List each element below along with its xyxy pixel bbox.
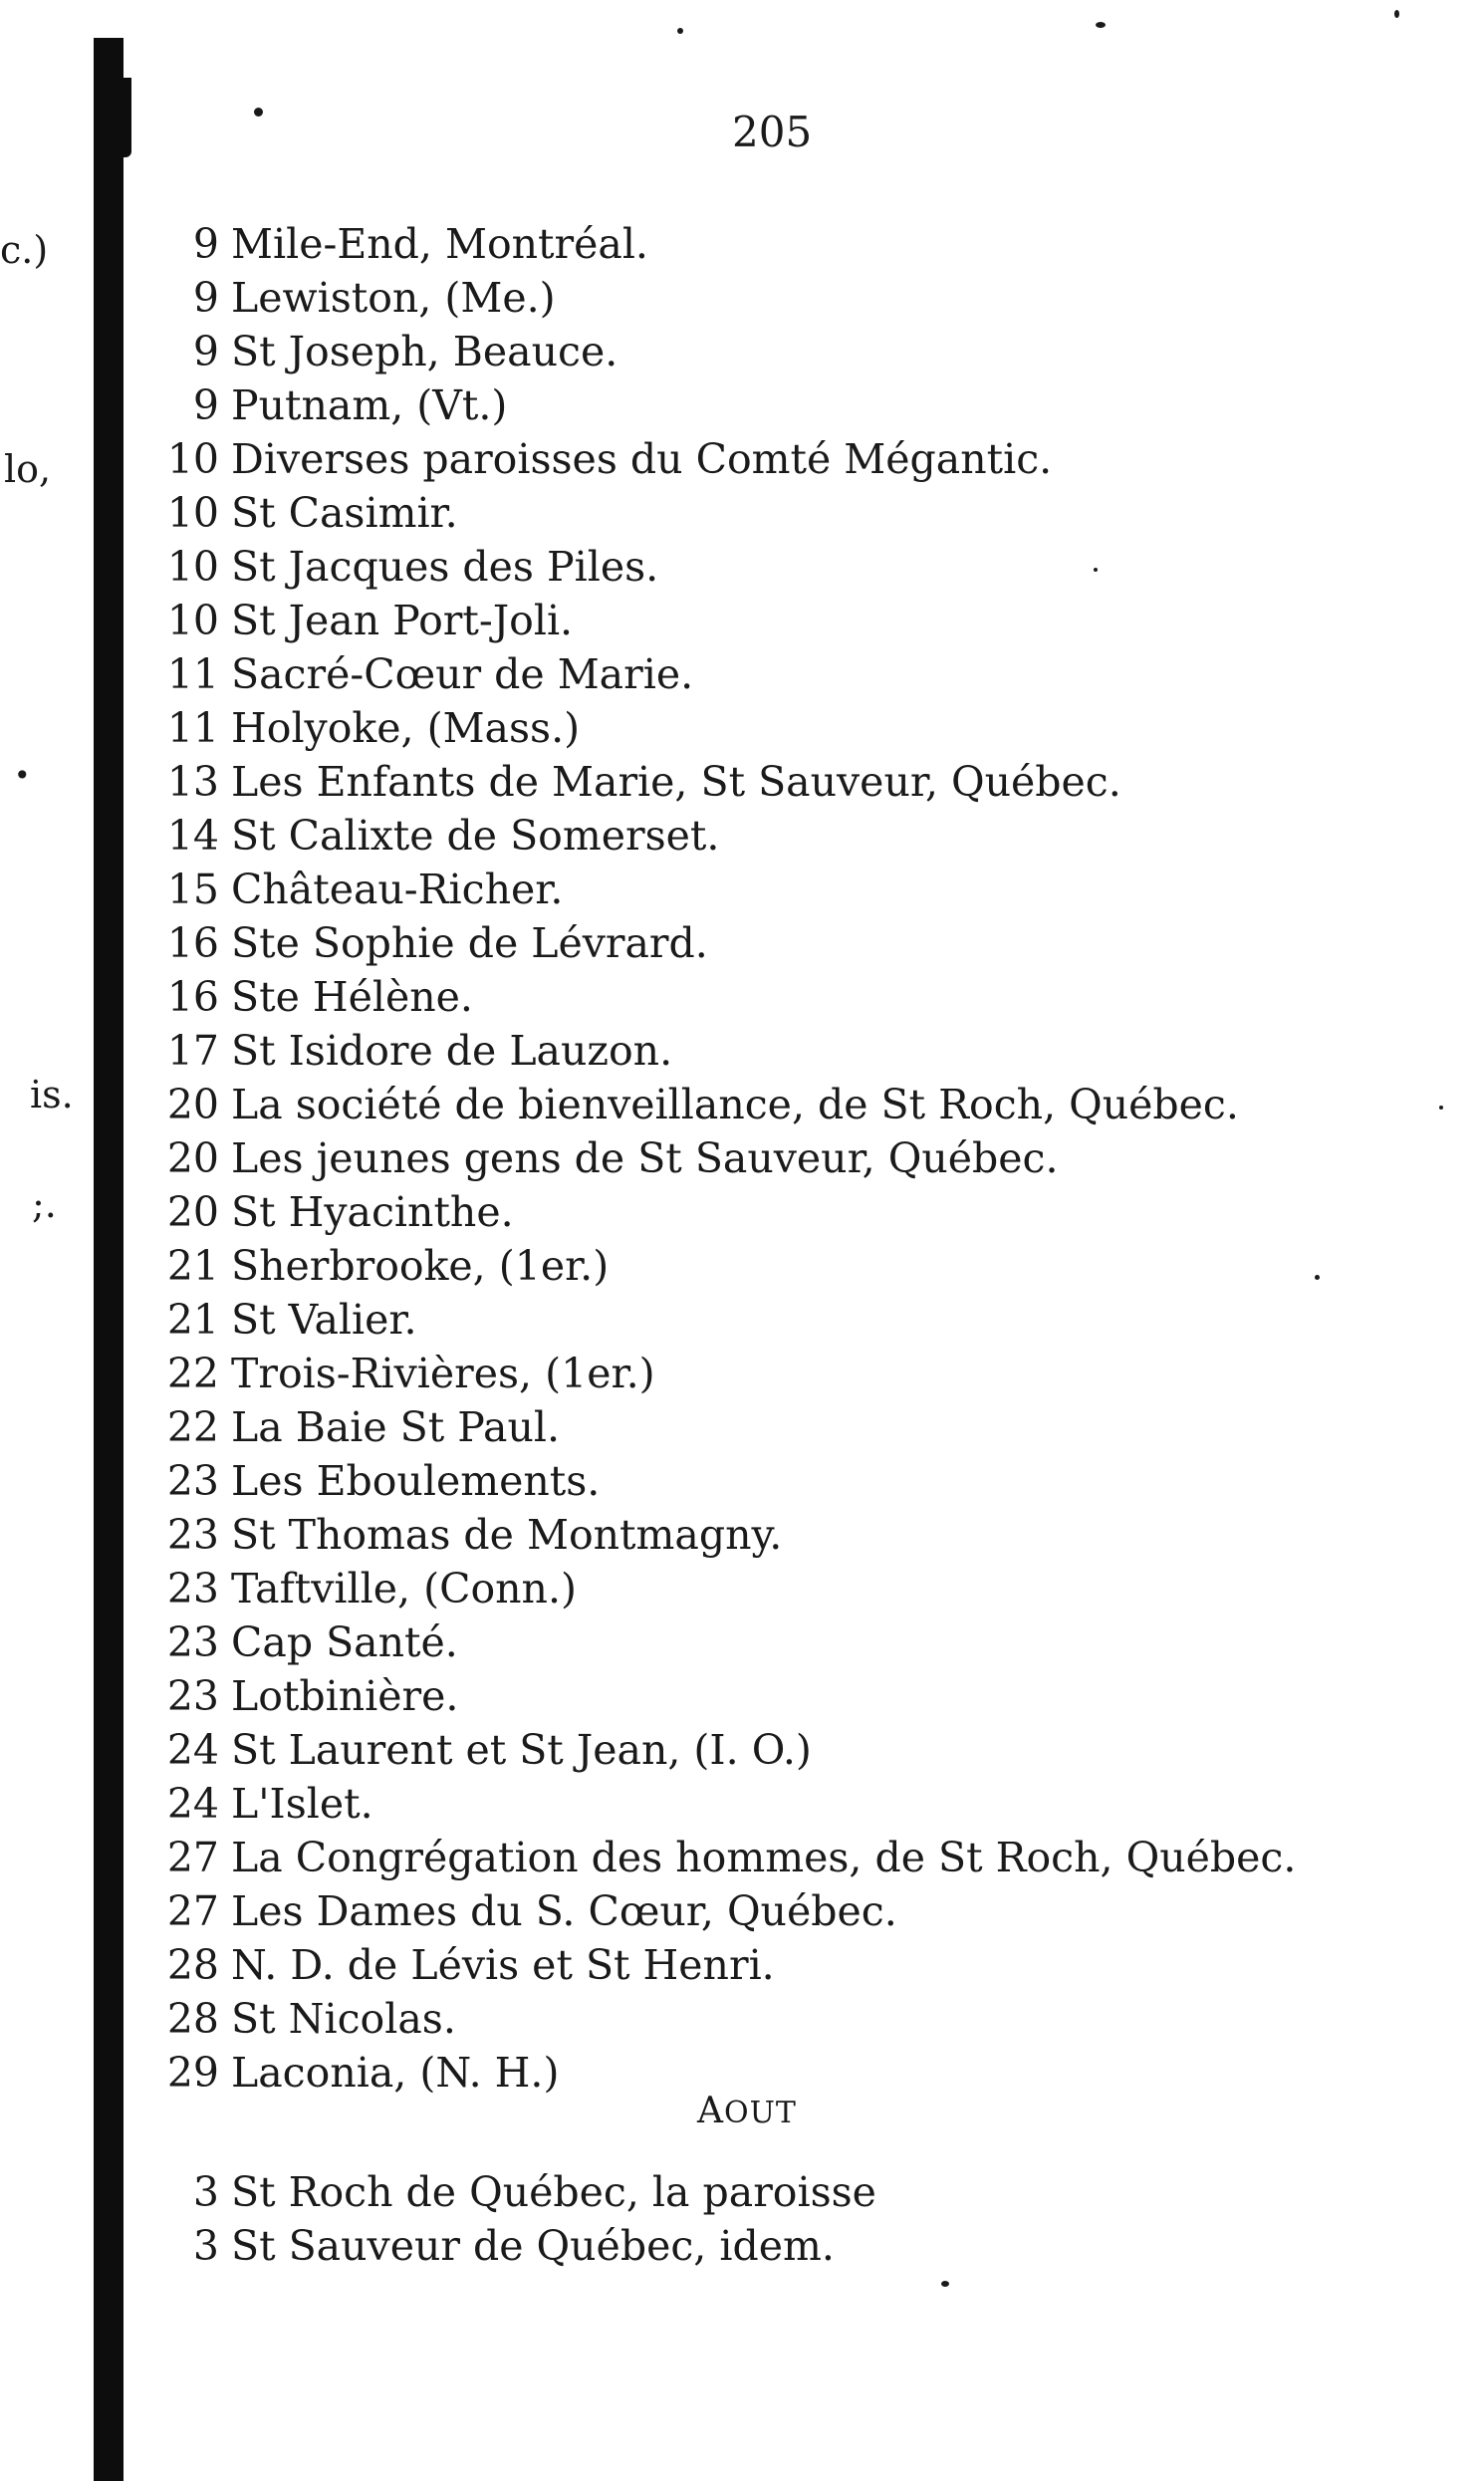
entry-day: 11 — [166, 650, 219, 698]
margin-fragment: c.) — [0, 228, 49, 272]
entry-place: St Laurent et St Jean, (I. O.) — [231, 1726, 812, 1774]
entry-place: St Jean Port-Joli. — [231, 597, 574, 644]
margin-fragment: • — [14, 759, 31, 792]
entry-place: Sherbrooke, (1er.) — [231, 1242, 610, 1290]
calendar-list — [139, 217, 1464, 2100]
ink-speck — [1094, 568, 1098, 572]
binding-shadow — [94, 38, 124, 2481]
entry-day: 10 — [166, 435, 219, 483]
ink-speck — [941, 2281, 949, 2287]
entry-place: Lewiston, (Me.) — [231, 274, 556, 322]
entry-day: 9 — [192, 381, 219, 429]
entry-place: St Joseph, Beauce. — [231, 328, 618, 375]
list-item — [139, 1831, 1464, 1884]
entry-place: St Sauveur de Québec, idem. — [231, 2222, 835, 2270]
entry-day: 20 — [166, 1081, 219, 1128]
entry-place: Ste Hélène. — [231, 973, 473, 1021]
margin-fragment: lo, — [4, 447, 52, 491]
entry-place: Trois-Rivières, (1er.) — [231, 1350, 655, 1397]
entry-day: 13 — [166, 758, 219, 806]
entry-place: Les Enfants de Marie, St Sauveur, Québec. — [231, 758, 1121, 806]
list-item — [139, 2219, 1464, 2273]
entry-day: 16 — [166, 973, 219, 1021]
entry-day: 23 — [166, 1565, 219, 1613]
ink-speck — [1315, 1275, 1320, 1280]
entry-day: 9 — [192, 328, 219, 375]
list-item — [139, 701, 1464, 755]
entry-place: Les jeunes gens de St Sauveur, Québec. — [231, 1134, 1059, 1182]
list-item — [139, 1454, 1464, 1508]
list-item — [139, 378, 1464, 432]
list-item — [139, 1239, 1464, 1293]
entry-place: St Hyacinthe. — [231, 1188, 514, 1236]
list-item — [139, 755, 1464, 809]
list-item — [139, 1347, 1464, 1400]
entry-day: 27 — [166, 1834, 219, 1881]
margin-fragment: ;. — [32, 1182, 57, 1226]
entry-place: Lotbinière. — [231, 1672, 459, 1720]
entry-day: 3 — [192, 2222, 219, 2270]
entry-place: Laconia, (N. H.) — [231, 2049, 560, 2097]
entry-place: St Nicolas. — [231, 1995, 456, 2043]
list-item — [139, 594, 1464, 647]
entry-day: 10 — [166, 543, 219, 591]
entry-place: Sacré-Cœur de Marie. — [231, 650, 694, 698]
section-heading-initial: A — [697, 2091, 724, 2131]
entry-day: 20 — [166, 1134, 219, 1182]
entry-place: St Calixte de Somerset. — [231, 812, 720, 860]
list-item — [139, 1185, 1464, 1239]
entry-place: Château-Richer. — [231, 866, 564, 913]
entry-place: L'Islet. — [231, 1780, 373, 1828]
list-item — [139, 1615, 1464, 1669]
list-item — [139, 2165, 1464, 2219]
list-item — [139, 1938, 1464, 1992]
list-item — [139, 2046, 1464, 2100]
entry-place: Taftville, (Conn.) — [231, 1565, 577, 1613]
entry-place: Holyoke, (Mass.) — [231, 704, 581, 752]
list-item — [139, 1884, 1464, 1938]
list-item — [139, 1562, 1464, 1615]
entry-place: Putnam, (Vt.) — [231, 381, 508, 429]
list-item — [139, 217, 1464, 271]
ink-speck — [1096, 22, 1106, 28]
entry-day: 9 — [192, 220, 219, 268]
list-item — [139, 916, 1464, 970]
list-item — [139, 1078, 1464, 1131]
list-item — [139, 1508, 1464, 1562]
entry-day: 28 — [166, 1941, 219, 1989]
list-item — [139, 432, 1464, 486]
entry-day: 15 — [166, 866, 219, 913]
entry-place: Cap Santé. — [231, 1618, 458, 1666]
entry-place: Diverses paroisses du Comté Mégantic. — [231, 435, 1053, 483]
list-item — [139, 970, 1464, 1024]
entry-day: 20 — [166, 1188, 219, 1236]
list-item — [139, 486, 1464, 540]
entry-place: Mile-End, Montréal. — [231, 220, 648, 268]
section-heading-rest: OUT — [724, 2096, 797, 2130]
entry-day: 14 — [166, 812, 219, 860]
entry-day: 27 — [166, 1887, 219, 1935]
list-item — [139, 647, 1464, 701]
entry-place: Les Eboulements. — [231, 1457, 601, 1505]
list-item — [139, 325, 1464, 378]
entry-place: La Congrégation des hommes, de St Roch, Québec. — [231, 1834, 1297, 1881]
entry-day: 23 — [166, 1672, 219, 1720]
entry-place: La société de bienveillance, de St Roch, Québec. — [231, 1081, 1239, 1128]
entry-place: St Isidore de Lauzon. — [231, 1027, 673, 1075]
list-item — [139, 1293, 1464, 1347]
list-item — [139, 1723, 1464, 1777]
entry-place: La Baie St Paul. — [231, 1403, 561, 1451]
entry-day: 10 — [166, 489, 219, 537]
list-item — [139, 1131, 1464, 1185]
entry-day: 23 — [166, 1511, 219, 1559]
page-number: 205 — [732, 108, 813, 156]
entry-day: 9 — [192, 274, 219, 322]
entry-day: 24 — [166, 1726, 219, 1774]
ink-speck — [677, 28, 683, 34]
ink-speck — [1394, 10, 1399, 18]
entry-place: Ste Sophie de Lévrard. — [231, 919, 708, 967]
entry-day: 16 — [166, 919, 219, 967]
entry-day: 22 — [166, 1350, 219, 1397]
section-heading — [697, 2091, 797, 2131]
list-item — [139, 1992, 1464, 2046]
entry-day: 29 — [166, 2049, 219, 2097]
entry-day: 10 — [166, 597, 219, 644]
entry-day: 23 — [166, 1457, 219, 1505]
entry-day: 22 — [166, 1403, 219, 1451]
entry-day: 3 — [192, 2168, 219, 2216]
entry-place: St Jacques des Piles. — [231, 543, 659, 591]
entry-place: St Roch de Québec, la paroisse — [231, 2168, 876, 2216]
entry-place: N. D. de Lévis et St Henri. — [231, 1941, 775, 1989]
entry-place: St Valier. — [231, 1296, 417, 1344]
list-item — [139, 1777, 1464, 1831]
ink-speck — [1439, 1106, 1443, 1110]
list-item — [139, 1669, 1464, 1723]
entry-place: Les Dames du S. Cœur, Québec. — [231, 1887, 897, 1935]
entry-day: 21 — [166, 1296, 219, 1344]
calendar-list-august — [139, 2165, 1464, 2273]
list-item — [139, 1400, 1464, 1454]
entry-day: 23 — [166, 1618, 219, 1666]
ink-speck — [254, 108, 263, 117]
entry-day: 24 — [166, 1780, 219, 1828]
list-item — [139, 540, 1464, 594]
list-item — [139, 1024, 1464, 1078]
entry-place: St Casimir. — [231, 489, 458, 537]
list-item — [139, 809, 1464, 863]
margin-fragment: is. — [30, 1073, 74, 1116]
list-item — [139, 271, 1464, 325]
list-item — [139, 863, 1464, 916]
entry-day: 21 — [166, 1242, 219, 1290]
entry-day: 28 — [166, 1995, 219, 2043]
entry-place: St Thomas de Montmagny. — [231, 1511, 783, 1559]
entry-day: 11 — [166, 704, 219, 752]
entry-day: 17 — [166, 1027, 219, 1075]
binding-shadow-notch — [118, 78, 131, 157]
